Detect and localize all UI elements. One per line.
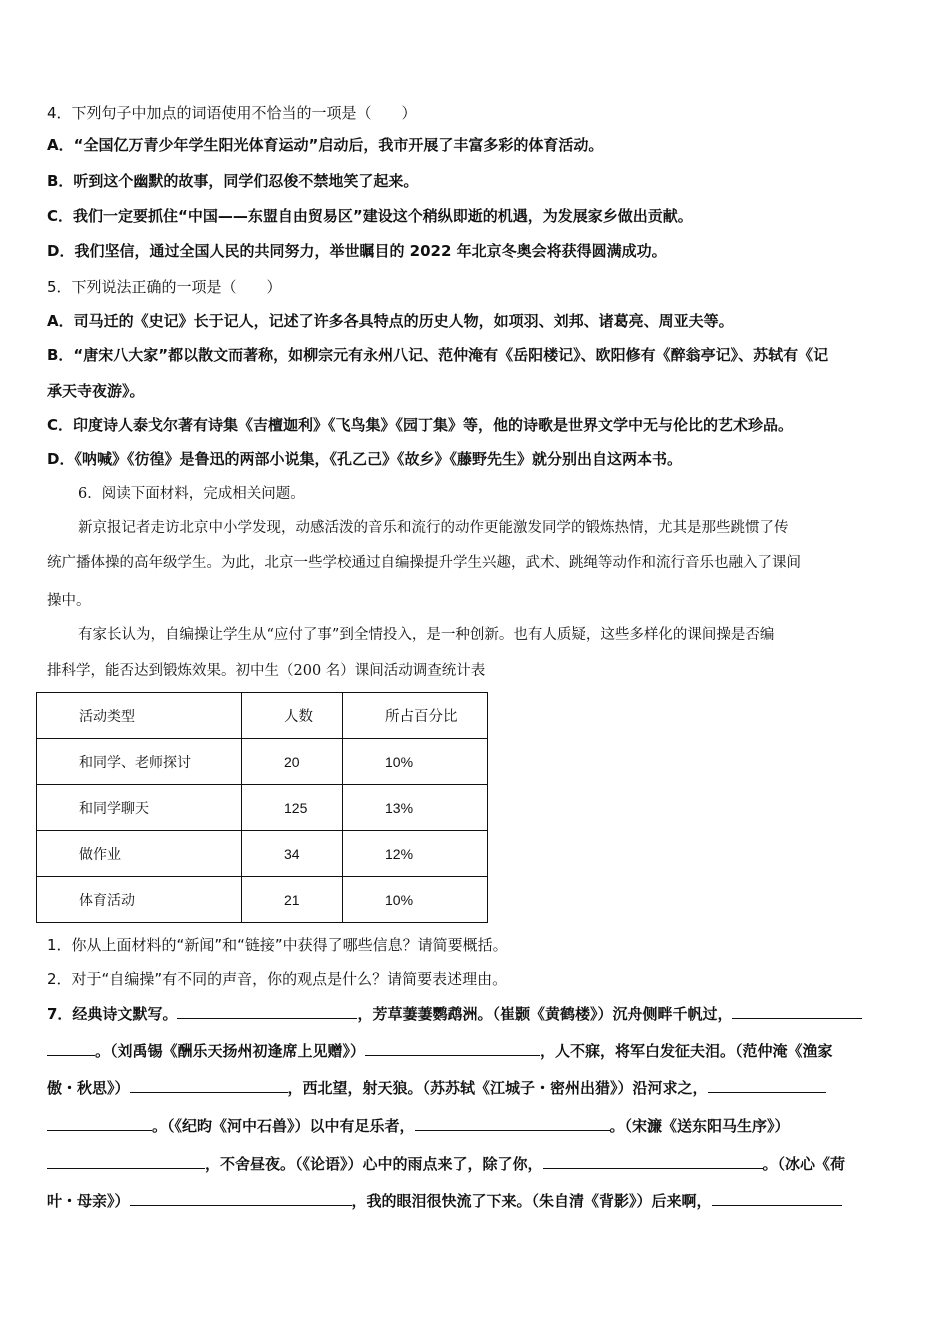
answer-blank[interactable] (415, 1116, 610, 1131)
table-header-row (37, 693, 488, 739)
survey-table (36, 692, 488, 923)
table-cell: 13% (343, 785, 488, 831)
q7-text: 。（刘禹锡《酬乐天扬州初逢席上见赠》） (95, 1042, 366, 1060)
q7-text: ，人不寐，将军白发征夫泪。（范仲淹《渔家 (540, 1042, 833, 1060)
q7-text: ，不舍昼夜。（《论语》）心中的雨点来了，除了你， (205, 1155, 543, 1173)
q5-option-a: A．司马迁的《史记》长于记人，记述了许多各具特点的历史人物，如项羽、刘邦、诸葛亮、周亚夫等。 (47, 312, 734, 330)
q6-subquestion-1: 1．你从上面材料的“新闻”和“链接”中获得了哪些信息？请简要概括。 (47, 936, 508, 954)
q5-stem: 5．下列说法正确的一项是（ ） (47, 278, 282, 296)
q7-line-2 (47, 1040, 906, 1062)
q5-option-d: D．《呐喊》《彷徨》是鲁迅的两部小说集，《孔乙己》《故乡》《藤野先生》就分别出自这两本书。 (47, 450, 682, 468)
answer-blank[interactable] (712, 1191, 842, 1206)
q7-line-5 (47, 1153, 906, 1175)
q4-option-b: B．听到这个幽默的故事，同学们忍俊不禁地笑了起来。 (47, 172, 419, 190)
q4-option-c: C．我们一定要抓住“中国——东盟自由贸易区”建设这个稍纵即逝的机遇，为发展家乡做出贡献。 (47, 207, 693, 225)
table-cell: 体育活动 (37, 877, 242, 923)
q5-option-c: C．印度诗人泰戈尔著有诗集《吉檀迦利》《飞鸟集》《园丁集》等，他的诗歌是世界文学中无与伦比的艺术珍品。 (47, 416, 794, 434)
q7-text: 。（冰心《荷 (762, 1155, 846, 1173)
table-cell: 21 (242, 877, 343, 923)
answer-blank[interactable] (732, 1004, 862, 1019)
q7-line-4 (47, 1115, 906, 1137)
q4-option-d: D．我们坚信，通过全国人民的共同努力，举世瞩目的 2022 年北京冬奥会将获得圆满成功。 (47, 242, 667, 260)
q7-text: 傲・秋思》） (47, 1079, 130, 1097)
q6-passage-1-line3: 操中。 (47, 593, 91, 609)
table-row (37, 831, 488, 877)
table-header: 所占百分比 (343, 693, 488, 739)
table-cell: 34 (242, 831, 343, 877)
table-cell: 12% (343, 831, 488, 877)
q6-passage-2-line1: 有家长认为，自编操让学生从“应付了事”到全情投入，是一种创新。也有人质疑，这些多样化的课间操是否编 (78, 627, 775, 643)
q6-passage-2-line2: 排科学，能否达到锻炼效果。初中生（200 名）课间活动调查统计表 (47, 663, 486, 679)
table-cell: 和同学、老师探讨 (37, 739, 242, 785)
q5-option-b-line2: 承天寺夜游》。 (47, 382, 145, 400)
table-cell: 10% (343, 877, 488, 923)
table-cell: 125 (242, 785, 343, 831)
q6-subquestion-2: 2．对于“自编操”有不同的声音，你的观点是什么？请简要表述理由。 (47, 970, 508, 988)
answer-blank[interactable] (708, 1078, 826, 1093)
table-cell: 10% (343, 739, 488, 785)
table-cell: 做作业 (37, 831, 242, 877)
table-row (37, 877, 488, 923)
answer-blank[interactable] (47, 1041, 95, 1056)
q6-passage-1-line2: 统广播体操的高年级学生。为此，北京一些学校通过自编操提升学生兴趣，武术、跳绳等动作和流行音乐也融入了课间 (47, 555, 801, 571)
table-cell: 和同学聊天 (37, 785, 242, 831)
answer-blank[interactable] (47, 1154, 205, 1169)
answer-blank[interactable] (130, 1191, 352, 1206)
table-header: 人数 (242, 693, 343, 739)
q7-line-1 (47, 1003, 906, 1025)
table-cell: 20 (242, 739, 343, 785)
q6-stem: 6．阅读下面材料，完成相关问题。 (78, 486, 305, 502)
q5-option-b-line1: B．“唐宋八大家”都以散文而著称，如柳宗元有永州八记、范仲淹有《岳阳楼记》、欧阳修有《醉翁亭记》、苏轼有《记 (47, 346, 829, 364)
table-row (37, 739, 488, 785)
q6-passage-1-line1: 新京报记者走访北京中小学发现，动感活泼的音乐和流行的动作更能激发同学的锻炼热情，尤其是那些跳惯了传 (78, 520, 789, 536)
q7-text: ，芳草萋萋鹦鹉洲。（崔颢《黄鹤楼》）沉舟侧畔千帆过， (357, 1005, 733, 1023)
q7-line-3 (47, 1077, 906, 1099)
q7-line-6 (47, 1190, 906, 1212)
answer-blank[interactable] (47, 1116, 152, 1131)
q7-text: 。（《纪昀《河中石兽》）以中有足乐者， (152, 1117, 415, 1135)
answer-blank[interactable] (177, 1004, 357, 1019)
answer-blank[interactable] (543, 1154, 763, 1169)
q4-stem: 4．下列句子中加点的词语使用不恰当的一项是（ ） (47, 104, 417, 122)
table-row (37, 785, 488, 831)
answer-blank[interactable] (130, 1078, 288, 1093)
q7-text: ，我的眼泪很快流了下来。（朱自清《背影》）后来啊， (351, 1192, 712, 1210)
q7-text: ，西北望，射天狼。（苏苏轼《江城子・密州出猎》）沿河求之， (287, 1079, 708, 1097)
q7-text: 叶・母亲》） (47, 1192, 130, 1210)
q4-option-a: A．“全国亿万青少年学生阳光体育运动”启动后，我市开展了丰富多彩的体育活动。 (47, 136, 604, 154)
q7-text: 7．经典诗文默写。 (47, 1005, 178, 1023)
table-header: 活动类型 (37, 693, 242, 739)
q7-text: 。（宋濂《送东阳马生序》） (609, 1117, 790, 1135)
answer-blank[interactable] (365, 1041, 540, 1056)
